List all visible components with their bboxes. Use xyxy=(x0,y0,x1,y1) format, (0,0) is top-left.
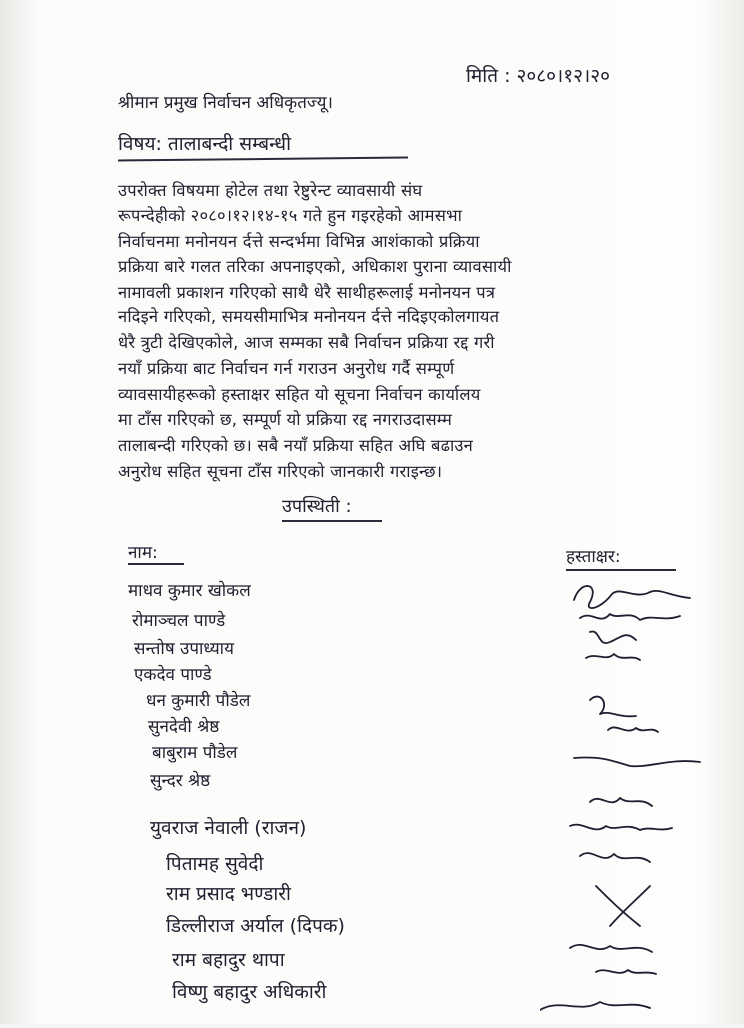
list-item: डिल्लीराज अर्याल (दिपक) xyxy=(166,915,345,937)
list-item: विष्णु बहादुर अधिकारी xyxy=(172,981,327,1003)
list-item: सुनदेवी श्रेष्ठ xyxy=(148,717,220,737)
signature xyxy=(596,886,650,926)
body-line: उपरोक्त विषयमा होटेल तथा रेष्टुरेन्ट व्यावसायी संघ xyxy=(118,181,423,200)
subject-underline xyxy=(118,156,408,161)
letter-date: मिति : २०८०।१२।२० xyxy=(466,65,610,87)
signature xyxy=(590,697,636,717)
list-item: राम बहादुर थापा xyxy=(172,949,285,971)
body-line: मा टाँस गरिएको छ, सम्पूर्ण यो प्रक्रिया रद्द नगराउदासम्म xyxy=(118,410,453,429)
letter-subject: विषय: तालाबन्दी सम्बन्धी xyxy=(118,133,291,155)
list-item: धन कुमारी पौडेल xyxy=(146,691,251,711)
presence-underline xyxy=(282,520,382,522)
body-line: रूपन्देहीको २०८०।१२।१४-१५ गते हुन गइरहेको आमसभा xyxy=(118,206,463,225)
names-underline xyxy=(128,563,184,565)
list-item: राम प्रसाद भण्डारी xyxy=(166,883,291,905)
signature xyxy=(574,586,690,608)
body-line: धेरै त्रुटी देखिएकोले, आज सम्मका सबै निर्वाचन प्रक्रिया रद्द गरी xyxy=(118,333,495,352)
list-item: सुन्दर श्रेष्ठ xyxy=(150,771,211,791)
signature xyxy=(586,654,640,660)
signature xyxy=(540,1002,650,1010)
body-line: तालाबन्दी गरिएको छ। सबै नयाँ प्रक्रिया सहित अघि बढाउन xyxy=(118,436,474,455)
list-item: बाबुराम पौडेल xyxy=(152,743,238,763)
body-line: निर्वाचनमा मनोनयन र्दत्ते सन्दर्भमा विभिन्न आशंकाको प्रक्रिया xyxy=(118,232,480,251)
signature xyxy=(570,825,672,830)
body-line: नयाँ प्रक्रिया बाट निर्वाचन गर्न गराउन अनुरोध गर्दै सम्पूर्ण xyxy=(118,359,455,378)
letter-salutation: श्रीमान प्रमुख निर्वाचन अधिकृतज्यू। xyxy=(118,93,333,113)
body-line: नामावली प्रकाशन गरिएको साथै धेरै साथीहरूलाई मनोनयन पत्र xyxy=(118,283,496,302)
list-item: सन्तोष उपाध्याय xyxy=(134,639,234,659)
signature xyxy=(580,614,680,620)
signature xyxy=(570,945,652,952)
list-item: एकदेव पाण्डे xyxy=(134,665,212,685)
signature xyxy=(596,970,656,974)
signature xyxy=(580,853,650,862)
signature xyxy=(590,631,636,643)
names-heading: नाम: xyxy=(128,543,158,563)
list-item: माधव कुमार खोकल xyxy=(128,581,251,601)
body-line: व्यावसायीहरूको हस्ताक्षर सहित यो सूचना निर्वाचन कार्यालय xyxy=(118,385,481,404)
signature xyxy=(574,757,700,766)
list-item: रोमाञ्चल पाण्डे xyxy=(132,611,226,631)
list-item: पितामह सुवेदी xyxy=(166,853,264,875)
body-line: अनुरोध सहित सूचना टाँस गरिएको जानकारी गराइन्छ। xyxy=(118,462,443,481)
signature xyxy=(608,727,658,732)
list-item: युवराज नेवाली (राजन) xyxy=(150,817,307,839)
presence-heading: उपस्थिती : xyxy=(282,496,352,517)
body-line: नदिइने गरिएको, समयसीमाभित्र मनोनयन र्दत्ते नदिइएकोलगायत xyxy=(118,307,500,326)
signatures-drawing xyxy=(540,570,740,1024)
signatures-column xyxy=(540,570,740,1024)
signature xyxy=(590,798,652,806)
body-line: प्रक्रिया बारे गलत तरिका अपनाइएको, अधिकाश पुराना व्यावसायी xyxy=(118,257,512,276)
signatures-heading: हस्ताक्षर: xyxy=(566,547,621,567)
